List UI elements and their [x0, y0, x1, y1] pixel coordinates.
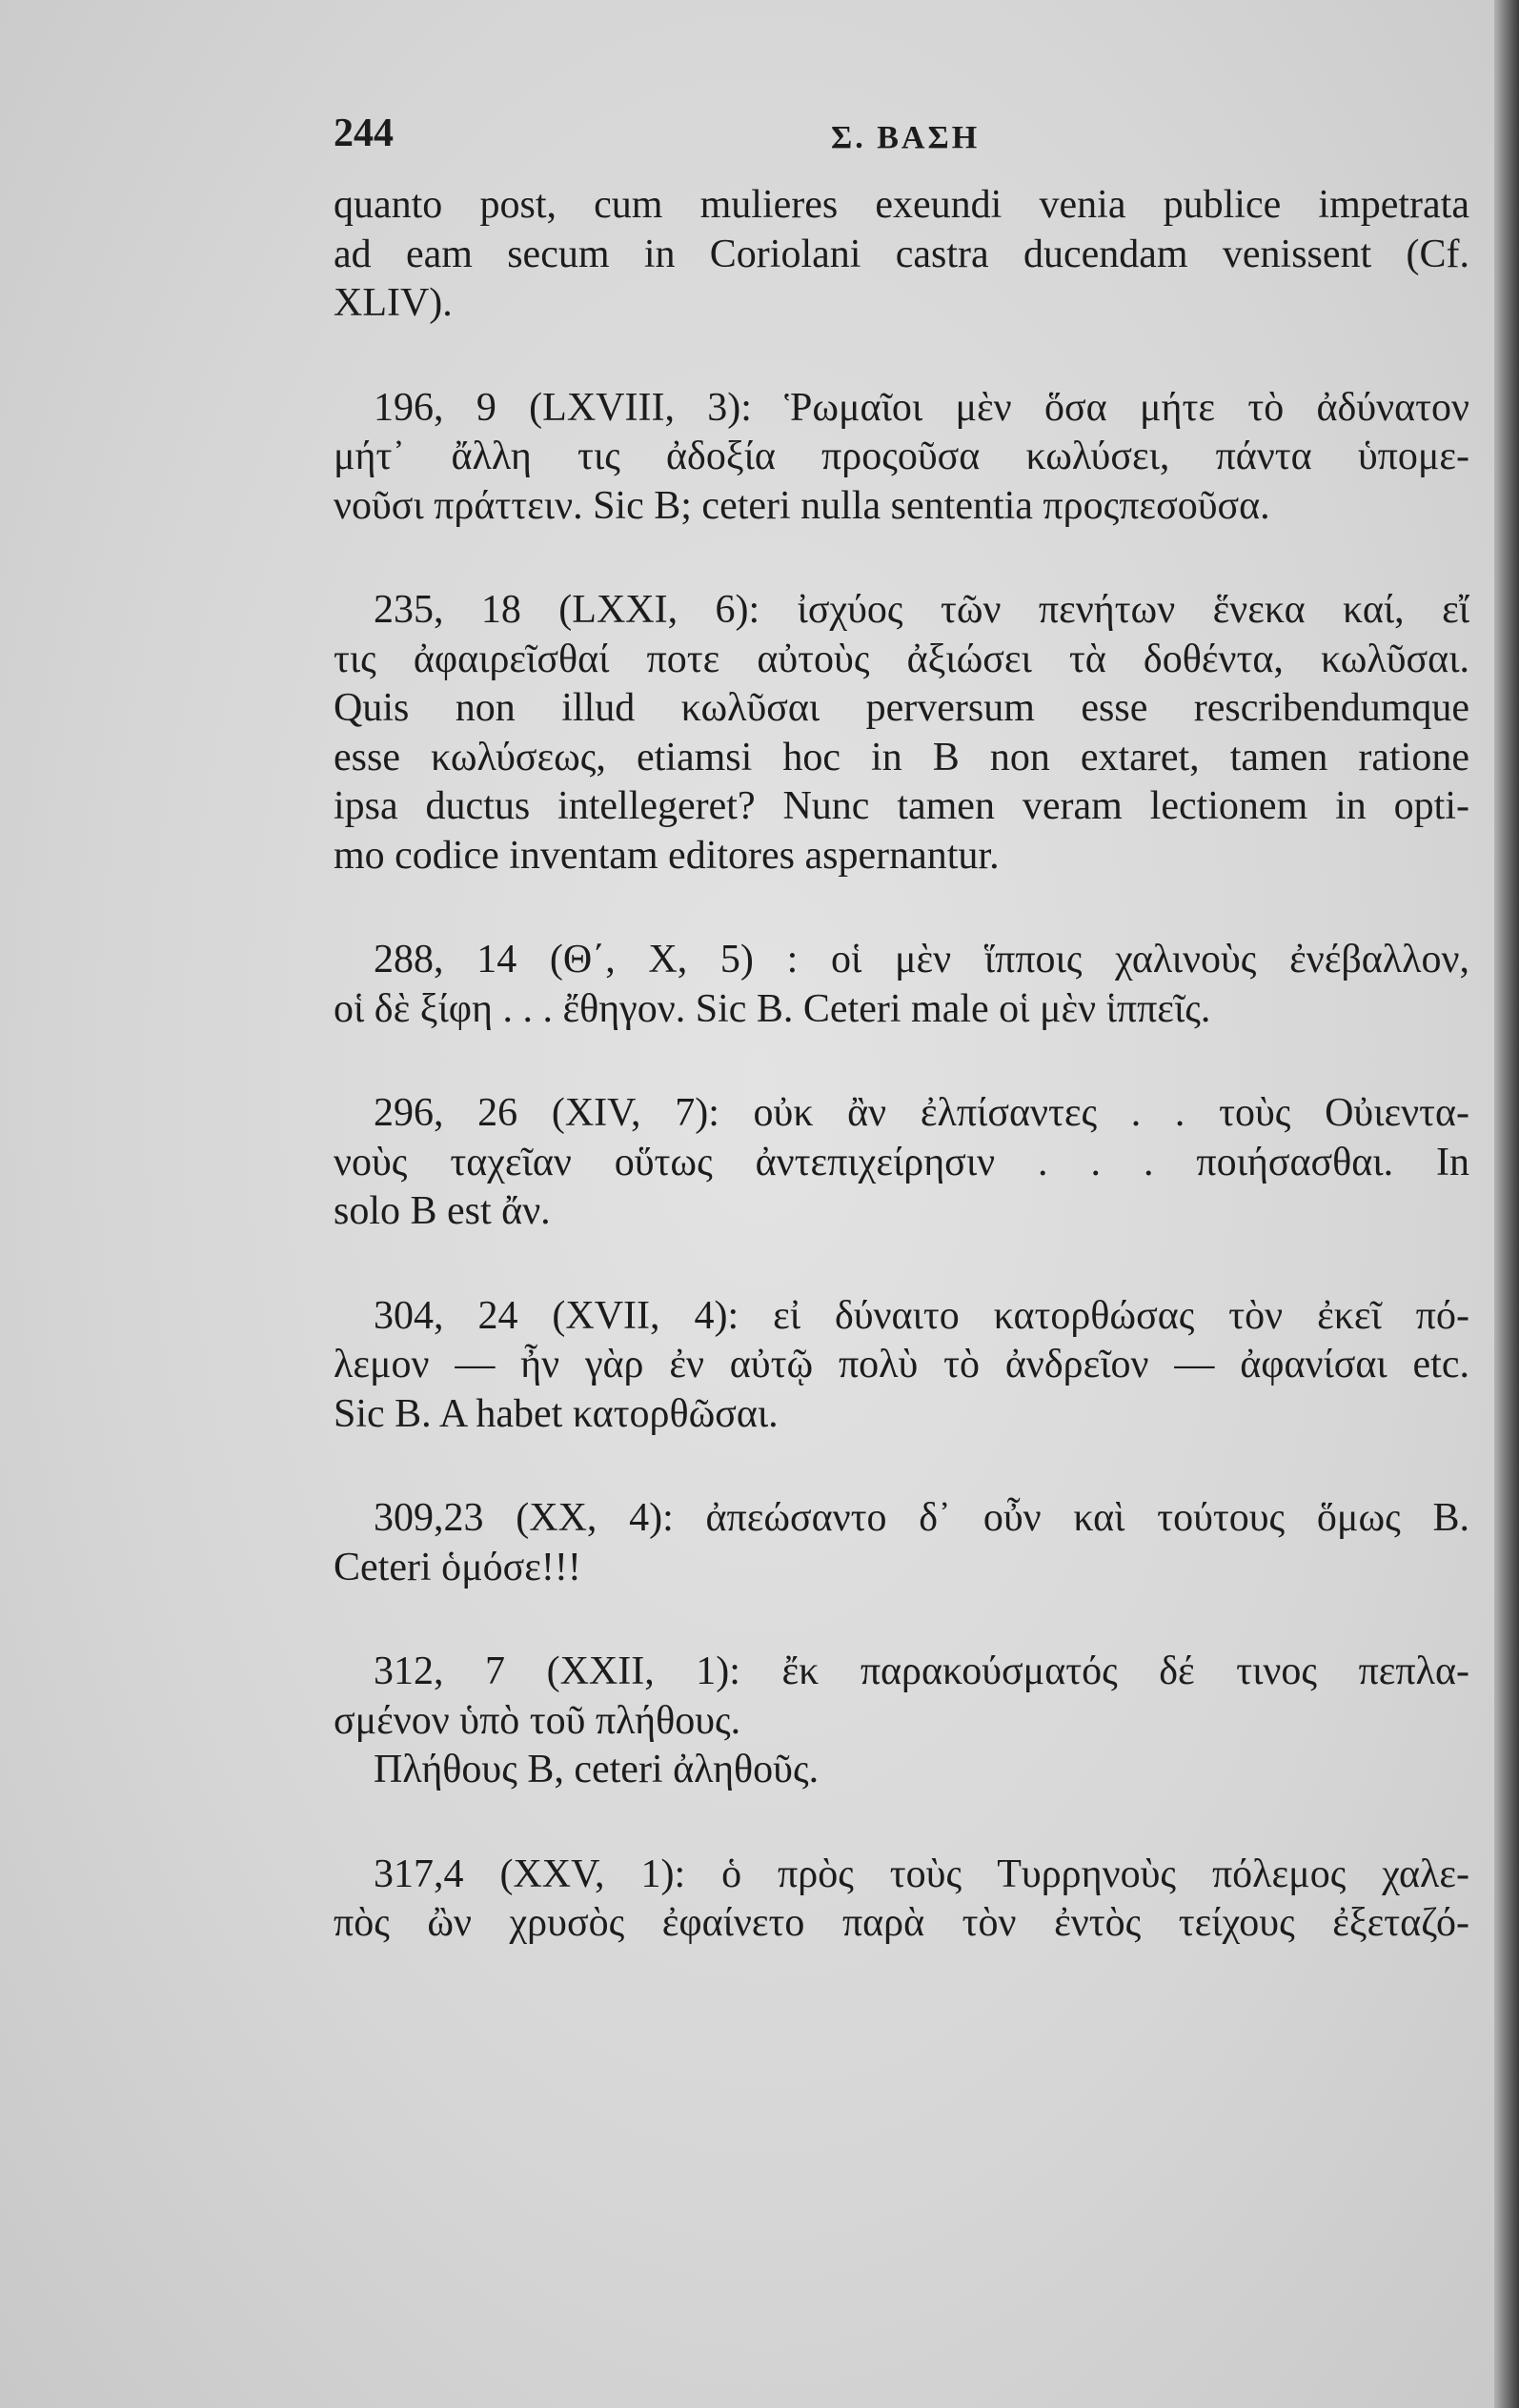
entry-296-26: [334, 1089, 1469, 1237]
text-line: ad eam secum in Coriolani castra ducendam venissent (Cf.: [334, 232, 1469, 276]
text-line: σμένον ὑπὸ τοῦ πλήθους.: [334, 1698, 741, 1743]
entry-312-7: [334, 1648, 1469, 1795]
text-line: Ceteri ὁμόσε!!!: [334, 1545, 581, 1589]
text-line: πὸς ὢν χρυσὸς ἐφαίνετο παρὰ τὸν ἐντὸς τείχους ἐξεταζό-: [334, 1901, 1469, 1945]
text-line: λεμον — ἦν γὰρ ἐν αὐτῷ πολὺ τὸ ἀνδρεῖον — ἀφανίσαι etc.: [334, 1343, 1469, 1386]
text-line: 196, 9 (LXVIII, 3): Ῥωμαῖοι μὲν ὅσα μήτε τὸ ἀδύνατον: [374, 385, 1469, 430]
text-line: νοῦσι πράττειν. Sic B; ceteri nulla sententia προςπεσοῦσα.: [334, 483, 1270, 528]
text-line: solo B est ἄν.: [334, 1189, 551, 1233]
entry-196-9: [334, 384, 1469, 532]
entry-235-18: [334, 586, 1469, 880]
page-header: [334, 105, 1469, 162]
running-head: Σ. ΒΑΣΗ: [831, 120, 981, 155]
text-line: νοὺς ταχεῖαν οὕτως ἀντεπιχείρησιν . . . ποιήσασθαι. In: [334, 1140, 1469, 1184]
text-line: esse κωλύσεως, etiamsi hoc in B non extaret, tamen ratione: [334, 735, 1469, 779]
text-line: 309,23 (XX, 4): ἀπεώσαντο δ᾽ οὖν καὶ τούτους ὅμως B.: [374, 1496, 1469, 1540]
text-line: mo codice inventam editores aspernantur.: [334, 833, 1000, 878]
entry-304-24: [334, 1292, 1469, 1440]
text-line: ipsa ductus intellegeret? Nunc tamen veram lectionem in opti-: [334, 784, 1469, 828]
text-line: 296, 26 (XIV, 7): οὐκ ἂν ἐλπίσαντες . . τοὺς Οὐιεντα-: [374, 1091, 1469, 1135]
text-line: quanto post, cum mulieres exeundi venia publice impetrata: [334, 183, 1469, 227]
text-line: μήτ᾽ ἄλλη τις ἀδοξία προςοῦσα κωλύσει, πάντα ὑπομε-: [334, 435, 1469, 478]
text-line: 288, 14 (Θ΄, X, 5) : οἱ μὲν ἵπποις χαλινοὺς ἐνέβαλλον,: [374, 938, 1469, 981]
page-binding-edge: [1494, 0, 1519, 2408]
text-line: 235, 18 (LXXI, 6): ἰσχύος τῶν πενήτων ἕνεκα καί, εἴ: [374, 588, 1469, 632]
entry-288-14: [334, 936, 1469, 1034]
text-line: Sic B. A habet κατορθῶσαι.: [334, 1391, 779, 1436]
entry-317-4: [334, 1851, 1469, 1949]
text-line: τις ἀφαιρεῖσθαί ποτε αὐτοὺς ἀξιώσει τὰ δοθέντα, κωλῦσαι.: [334, 637, 1469, 681]
text-block: [334, 105, 1469, 1949]
text-line: 317,4 (XXV, 1): ὁ πρὸς τοὺς Τυρρηνοὺς πόλεμος χαλε-: [374, 1852, 1469, 1896]
intro-paragraph: [334, 181, 1469, 329]
text-line: Quis non illud κωλῦσαι perversum esse rescribendumque: [334, 686, 1469, 730]
text-line: XLIV).: [334, 281, 453, 325]
entry-309-23: [334, 1494, 1469, 1592]
text-line: οἱ δὲ ξίφη . . . ἔθηγον. Sic B. Ceteri male οἱ μὲν ἱππεῖς.: [334, 986, 1211, 1031]
text-line: 304, 24 (XVII, 4): εἰ δύναιτο κατορθώσας τὸν ἐκεῖ πό-: [374, 1293, 1469, 1338]
text-line: Πλήθους B, ceteri ἀληθοῦς.: [374, 1748, 820, 1791]
page-number: 244: [334, 111, 394, 155]
text-line: 312, 7 (XXII, 1): ἔκ παρακούσματός δέ τινος πεπλα-: [374, 1649, 1469, 1693]
